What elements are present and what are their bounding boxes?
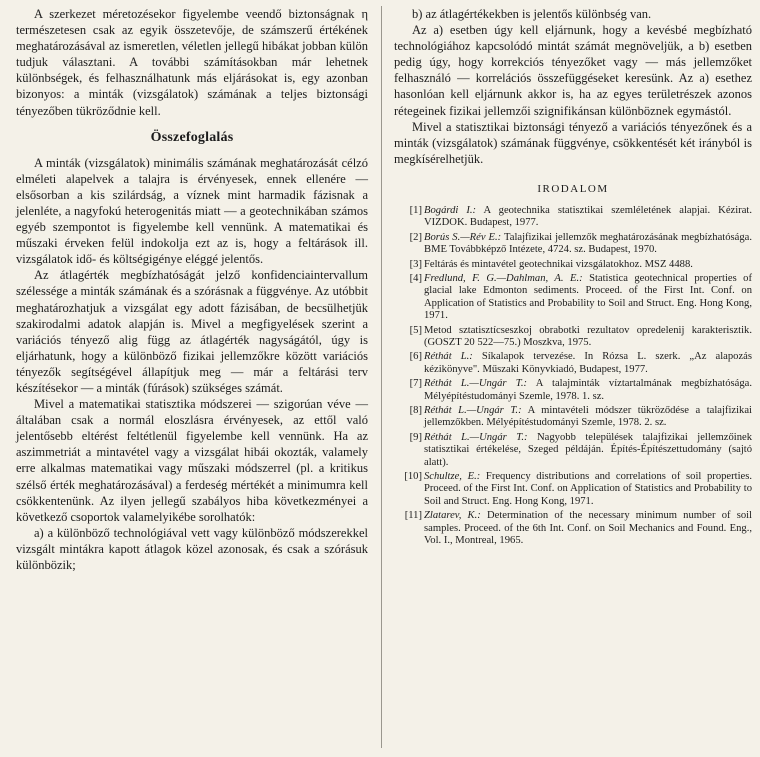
summary-paragraph: Az a) esetben úgy kell eljárnunk, hogy a kevésbé megbízható technológiához kapcsolódó mintát számát megnöveljük, a b) esetben pedig úgy, hogy korrekciós tényezőket vagy — más jellemzőket felhasználó — korrelációs összefüggéseket keresünk. Az a) esethez hasonlóan kell eljárnunk akkor is, ha az egyes területrészek azonos rétegeinek fizikai jellemzői szignifikánsan különböznek egymástól.	[394, 23, 752, 118]
reference-item: [2] Borús S.—Rév E.: Talajfizikai jellemzők meghatározásának megbízhatósága. BME Továbbképző Intézete, 4724. sz. Budapest, 1970.	[409, 231, 752, 256]
summary-paragraph: b) az átlagértékekben is jelentős különbség van.	[412, 7, 652, 21]
reference-item: [4] Fredlund, F. G.—Dahlman, A. E.: Statistica geotechnical properties of glacial lake Edmonton sediments. Proceed. of the First Int. Conf. on Application of Statistics and Probability to Soil and Struct. Eng. Hong Kong, 1971.	[409, 272, 752, 322]
summary-paragraph: Mivel a statisztikai biztonsági tényező a variációs tényezőnek és a minták (vizsgálatok) számának függvénye, csökkentését két irányból is megkísérelhetjük.	[394, 119, 752, 166]
section-heading-summary: Összefoglalás	[150, 129, 234, 145]
reference-item: [11] Zlatarev, K.: Determination of the necessary minimum number of soil samples. Proceed. of the 6th Int. Conf. on Soil Mechanics and Found. Eng., Vol. I., Montreal, 1965.	[404, 510, 753, 547]
reference-item: [9] Réthát L.—Ungár T.: Nagyobb települések talajfizikai jellemzőinek statisztikai értékelése, Szeged példáján. Építés-Építészettudomány (sajtó alatt).	[409, 431, 752, 468]
reference-item: [10] Schultze, E.: Frequency distributions and correlations of soil properties. Proceed. of the First Int. Conf. on Application of Statistics and Probability to Soil and Struct. Eng. Hong Kong, 1971.	[404, 471, 752, 507]
references-heading: IRODALOM	[537, 182, 609, 195]
reference-item: [1] Bogárdi I.: A geotechnika statisztikai szemléletének alapjai. Kézirat. VIZDOK. Budapest, 1977.	[409, 204, 752, 229]
summary-paragraph: Mivel a matematikai statisztika módszerei — szigorúan véve — általában csak a normál eloszlásra érvényesek, az ettől való jelentősebb eltérést feltétlenül figyelembe kell vennünk. Ha az aszimmetriát a mintavétel vagy a vizsgálat hibái okozták, valamely erre alkalmas matematikai vagy műszaki módszerrel (pl. a kritikus szélső érték meghatározásával) a ferdeség mértékét a minimumra kell csökkentenünk. Az ilyen jellegű szabályos hiba következményei a következő csoportok valamelyikébe sorolhatók:	[16, 397, 368, 524]
references-list	[394, 205, 752, 548]
summary-paragraph: a) a különböző technológiával vett vagy különböző módszerekkel vizsgált mintákra kapott átlagok közel azonosak, és csak a szórásuk különbözik;	[16, 525, 368, 572]
right-column	[394, 6, 752, 550]
summary-paragraph: Az átlagérték megbízhatóságát jelző konfidenciaintervallum szélessége a minták számának és a szórásnak a függvénye. Az utóbbit meghatározhatjuk a vizsgálat egy adott fázisában, de becsülhetjük szakirodalmi adatok alapján is. Mivel a megfigyelések szerint a variációs tényező alig függ az átlagérték nagyságától, úgy is eljárhatunk, hogy a különböző fizikai jellemzőkre között variációs tényezők segítségével állapítjuk meg — már a feltárási terv készítésekor — a minták (fúrások) szükséges számát.	[16, 268, 368, 395]
reference-item: [7] Réthát L.—Ungár T.: A talajminták víztartalmának megbízhatósága. Mélyépítéstudományi Szemle, 1978. 1. sz.	[409, 378, 752, 402]
reference-item: [5] Metod sztatisztícseszkoj obrabotki rezultatov opredelenij karakterisztik. (GOSZT 20 522—75.) Moszkva, 1975.	[409, 324, 752, 348]
column-divider	[381, 6, 382, 748]
reference-item: [3] Feltárás és mintavétel geotechnikai vizsgálatokhoz. MSZ 4488.	[409, 258, 693, 270]
left-column	[16, 6, 368, 573]
summary-paragraph: A minták (vizsgálatok) minimális számának meghatározását célzó elméleti alapelvek a talajra is érvényesek, ennek ellenére — elsősorban a kis szilárdság, a víznek mint harmadik fázisnak a jelenléte, a nagyfokú heterogenitás miatt — a geotechnikában számos egyéb szempontot is figyelembe kell vennünk. A matematikai és műszaki érveken felül indokolja ezt az is, hogy a feltárások ill. vizsgálatok idő- és költségigénye eléggé jelentős.	[16, 155, 368, 267]
intro-paragraph: A szerkezet méretozésekor figyelembe veendő biztonságnak η természetesen csak az egyik összetevője, de számszerű értékének meghatározásával az ismeretlen, véletlen jellegű hibákat jobban külön tudjuk választani. A további számításokban már lehetnek különbségek, és felhasználhatunk más eljárásokat is, egy azonban bizonyos: a minták (vizsgálatok) számának a teljes biztonsági tényezőben tükröződnie kell.	[16, 7, 368, 118]
reference-item: [6] Réthát L.: Síkalapok tervezése. In Rózsa L. szerk. „Az alapozás kézikönyve". Műszaki Könyvkiadó, Budapest, 1977.	[409, 351, 752, 375]
reference-item: [8] Réthát L.—Ungár T.: A mintavételi módszer tükröződése a talajfizikai jellemzőkben. Mélyépítéstudományi Szemle, 1978. 2. sz.	[409, 405, 752, 429]
